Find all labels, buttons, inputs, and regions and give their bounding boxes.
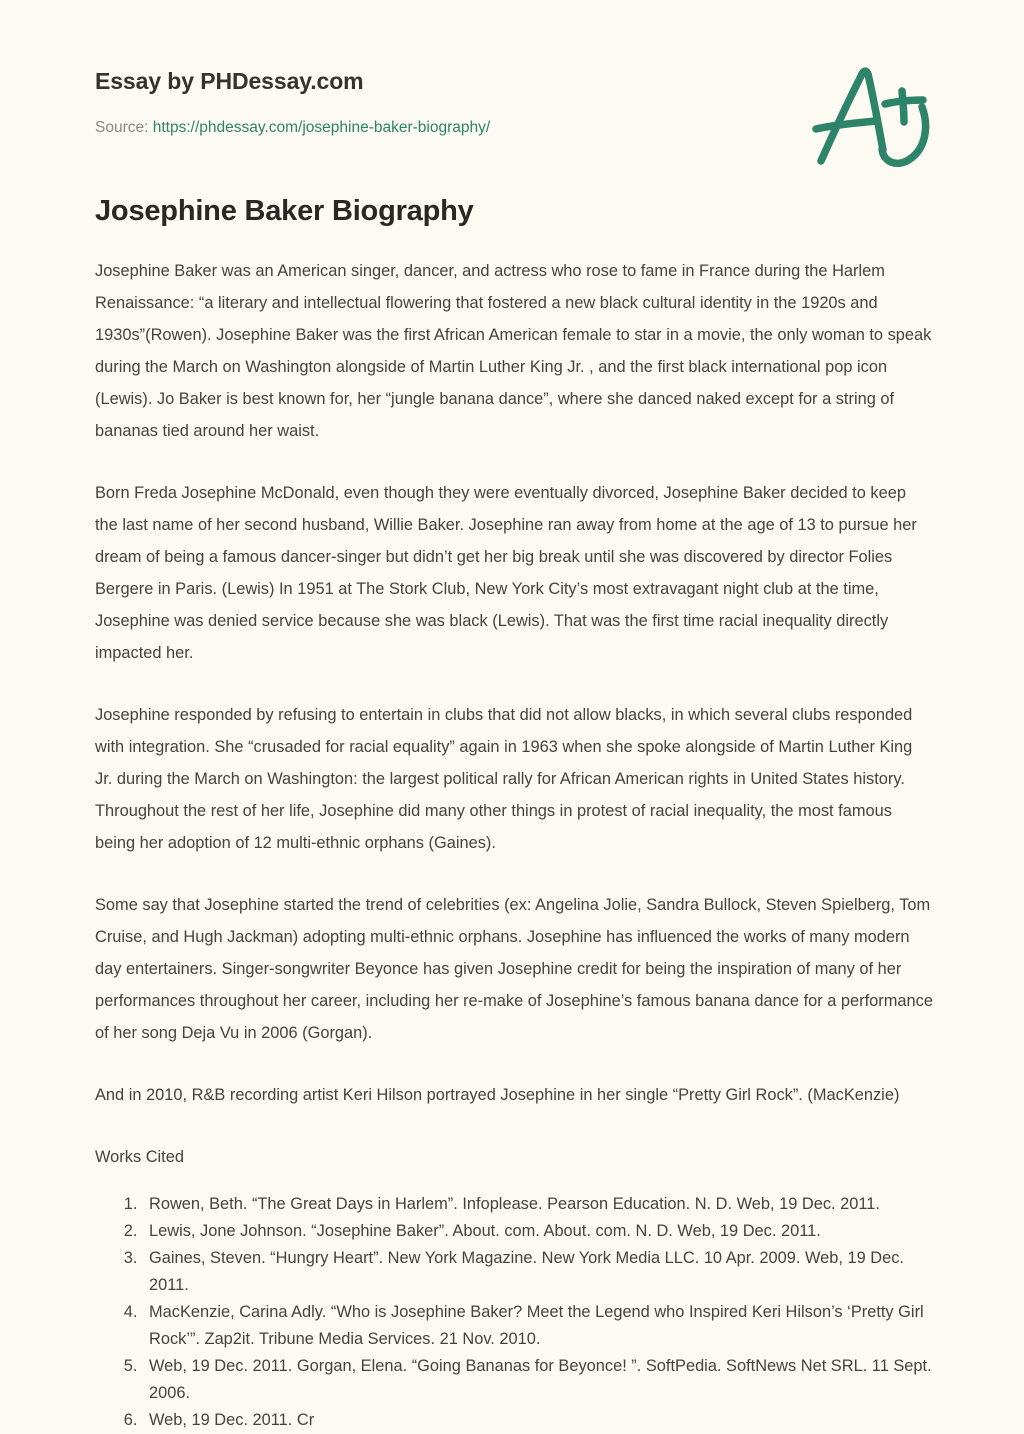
article-body xyxy=(95,229,933,1434)
source-url-link[interactable]: https://phdessay.com/josephine-baker-biography/ xyxy=(152,118,491,136)
source-line xyxy=(95,118,929,138)
list-item: 5. Web, 19 Dec. 2011. Gorgan, Elena. “Going Bananas for Beyonce! ”. SoftPedia. SoftNews Net SRL. 11 Sept. 2006. xyxy=(142,1353,933,1407)
list-item: 3. Gaines, Steven. “Hungry Heart”. New York Magazine. New York Media LLC. 10 Apr. 2009. Web, 19 Dec. 2011. xyxy=(142,1245,933,1299)
paragraph: Born Freda Josephine McDonald, even though they were eventually divorced, Josephine Baker decided to keep the last name of her second husband, Willie Baker. Josephine ran away from home at the age of 13 to pursue her dream of being a famous dancer-singer but didn’t get her big break until she was discovered by director Folies Bergere in Paris. (Lewis) In 1951 at The Stork Club, New York City’s most extravagant night club at the time, Josephine was denied service because she was black (Lewis). That was the first time racial inequality directly impacted her. xyxy=(95,483,917,662)
page-header xyxy=(95,0,929,138)
page-title: Josephine Baker Biography xyxy=(95,194,474,227)
list-item: 2. Lewis, Jone Johnson. “Josephine Baker”. About. com. About. com. N. D. Web, 19 Dec. 2011. xyxy=(142,1218,933,1245)
paragraph: Josephine responded by refusing to entertain in clubs that did not allow blacks, in which several clubs responded with integration. She “crusaded for racial equality” again in 1963 when she spoke alongside of Martin Luther King Jr. during the March on Washington: the largest political rally for African American rights in United States history. Throughout the rest of her life, Josephine did many other things in protest of racial inequality, the most famous being her adoption of 12 multi-ethnic orphans (Gaines). xyxy=(95,705,913,852)
paragraph: Some say that Josephine started the trend of celebrities (ex: Angelina Jolie, Sandra Bullock, Steven Spielberg, Tom Cruise, and Hugh Jackman) adopting multi-ethnic orphans. Josephine has influenced the works of many modern day entertainers. Singer-songwriter Beyonce has given Josephine credit for being the inspiration of many of her performances throughout her career, including her re-make of Josephine’s famous banana dance for a performance of her song Deja Vu in 2006 (Gorgan). xyxy=(95,895,933,1042)
works-cited-heading: Works Cited xyxy=(95,1147,184,1166)
a-plus-logo-icon xyxy=(809,58,939,173)
source-label: Source: xyxy=(95,118,149,136)
paragraph: Josephine Baker was an American singer, dancer, and actress who rose to fame in France during the Harlem Renaissance: “a literary and intellectual flowering that fostered a new black cultural identity in the 1920s and 1930s”(Rowen). Josephine Baker was the first African American female to star in a movie, the only woman to speak during the March on Washington alongside of Martin Luther King Jr. , and the first black international pop icon (Lewis). Jo Baker is best known for, her “jungle banana dance”, where she danced naked except for a string of bananas tied around her waist. xyxy=(95,261,932,440)
works-cited-list xyxy=(95,1191,933,1434)
list-item: 6. Web, 19 Dec. 2011. Cr xyxy=(142,1407,933,1434)
paragraph: And in 2010, R&B recording artist Keri Hilson portrayed Josephine in her single “Pretty Girl Rock”. (MacKenzie) xyxy=(95,1085,900,1104)
list-item: 4. MacKenzie, Carina Adly. “Who is Josephine Baker? Meet the Legend who Inspired Keri Hilson’s ‘Pretty Girl Rock’”. Zap2it. Tribune Media Services. 21 Nov. 2010. xyxy=(142,1299,933,1353)
list-item: 1. Rowen, Beth. “The Great Days in Harlem”. Infoplease. Pearson Education. N. D. Web, 19 Dec. 2011. xyxy=(142,1191,933,1218)
brand-title: Essay by PHDessay.com xyxy=(95,68,364,94)
